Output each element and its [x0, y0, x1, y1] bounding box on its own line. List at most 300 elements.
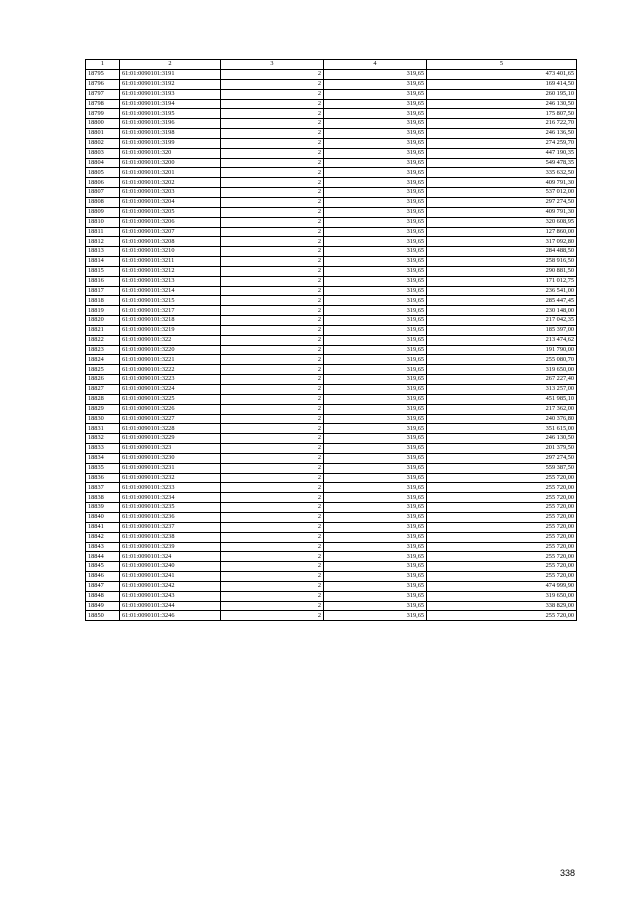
cadastral-value-table	[85, 59, 577, 621]
quantity-cell: 2	[221, 119, 324, 129]
value-cell: 451 985,10	[427, 394, 577, 404]
rate-cell: 319,65	[324, 119, 427, 129]
table-header-row	[86, 60, 577, 70]
table-row	[86, 562, 577, 572]
rate-cell: 319,65	[324, 552, 427, 562]
quantity-cell: 2	[221, 109, 324, 119]
quantity-cell: 2	[221, 70, 324, 80]
value-cell: 319 650,00	[427, 591, 577, 601]
row-number-cell: 18803	[86, 148, 120, 158]
quantity-cell: 2	[221, 483, 324, 493]
rate-cell: 319,65	[324, 365, 427, 375]
cadastral-number-cell: 61:01:0090101:3191	[120, 70, 221, 80]
table-row	[86, 611, 577, 621]
table-row	[86, 512, 577, 522]
row-number-cell: 18797	[86, 89, 120, 99]
rate-cell: 319,65	[324, 207, 427, 217]
rate-cell: 319,65	[324, 335, 427, 345]
cadastral-number-cell: 61:01:0090101:3212	[120, 266, 221, 276]
rate-cell: 319,65	[324, 404, 427, 414]
row-number-cell: 18847	[86, 581, 120, 591]
quantity-cell: 2	[221, 375, 324, 385]
quantity-cell: 2	[221, 148, 324, 158]
value-cell: 319 650,00	[427, 365, 577, 375]
row-number-cell: 18816	[86, 276, 120, 286]
value-cell: 169 414,50	[427, 79, 577, 89]
quantity-cell: 2	[221, 542, 324, 552]
cadastral-number-cell: 61:01:0090101:3201	[120, 168, 221, 178]
quantity-cell: 2	[221, 178, 324, 188]
row-number-cell: 18802	[86, 138, 120, 148]
quantity-cell: 2	[221, 227, 324, 237]
cadastral-number-cell: 61:01:0090101:3246	[120, 611, 221, 621]
table-row	[86, 237, 577, 247]
cadastral-number-cell: 61:01:0090101:3220	[120, 345, 221, 355]
value-cell: 255 720,00	[427, 572, 577, 582]
row-number-cell: 18810	[86, 217, 120, 227]
cadastral-number-cell: 61:01:0090101:3221	[120, 355, 221, 365]
rate-cell: 319,65	[324, 188, 427, 198]
table-row	[86, 345, 577, 355]
quantity-cell: 2	[221, 385, 324, 395]
value-cell: 255 720,00	[427, 562, 577, 572]
cadastral-number-cell: 61:01:0090101:3222	[120, 365, 221, 375]
value-cell: 255 720,00	[427, 503, 577, 513]
rate-cell: 319,65	[324, 79, 427, 89]
value-cell: 213 474,62	[427, 335, 577, 345]
cadastral-number-cell: 61:01:0090101:3202	[120, 178, 221, 188]
column-header-4: 4	[324, 60, 427, 70]
quantity-cell: 2	[221, 306, 324, 316]
table-row	[86, 532, 577, 542]
quantity-cell: 2	[221, 247, 324, 257]
table-body	[86, 70, 577, 621]
cadastral-number-cell: 61:01:0090101:3203	[120, 188, 221, 198]
rate-cell: 319,65	[324, 463, 427, 473]
value-cell: 255 720,00	[427, 611, 577, 621]
table-row	[86, 188, 577, 198]
quantity-cell: 2	[221, 217, 324, 227]
cadastral-number-cell: 61:01:0090101:3229	[120, 434, 221, 444]
rate-cell: 319,65	[324, 99, 427, 109]
rate-cell: 319,65	[324, 581, 427, 591]
cadastral-number-cell: 61:01:0090101:3241	[120, 572, 221, 582]
quantity-cell: 2	[221, 345, 324, 355]
row-number-cell: 18824	[86, 355, 120, 365]
value-cell: 185 397,00	[427, 325, 577, 335]
table-row	[86, 138, 577, 148]
table-row	[86, 355, 577, 365]
cadastral-number-cell: 61:01:0090101:3194	[120, 99, 221, 109]
quantity-cell: 2	[221, 266, 324, 276]
rate-cell: 319,65	[324, 503, 427, 513]
column-header-2: 2	[120, 60, 221, 70]
quantity-cell: 2	[221, 473, 324, 483]
rate-cell: 319,65	[324, 89, 427, 99]
table-row	[86, 266, 577, 276]
row-number-cell: 18838	[86, 493, 120, 503]
quantity-cell: 2	[221, 512, 324, 522]
value-cell: 559 387,50	[427, 463, 577, 473]
value-cell: 290 881,50	[427, 266, 577, 276]
row-number-cell: 18834	[86, 453, 120, 463]
table-row	[86, 286, 577, 296]
cadastral-number-cell: 61:01:0090101:3215	[120, 296, 221, 306]
value-cell: 217 042,35	[427, 316, 577, 326]
rate-cell: 319,65	[324, 148, 427, 158]
rate-cell: 319,65	[324, 512, 427, 522]
row-number-cell: 18820	[86, 316, 120, 326]
value-cell: 474 999,90	[427, 581, 577, 591]
table-row	[86, 483, 577, 493]
quantity-cell: 2	[221, 404, 324, 414]
rate-cell: 319,65	[324, 591, 427, 601]
row-number-cell: 18817	[86, 286, 120, 296]
table-row	[86, 70, 577, 80]
value-cell: 255 720,00	[427, 493, 577, 503]
table-row	[86, 394, 577, 404]
rate-cell: 319,65	[324, 306, 427, 316]
quantity-cell: 2	[221, 335, 324, 345]
row-number-cell: 18799	[86, 109, 120, 119]
row-number-cell: 18846	[86, 572, 120, 582]
row-number-cell: 18849	[86, 601, 120, 611]
quantity-cell: 2	[221, 99, 324, 109]
row-number-cell: 18845	[86, 562, 120, 572]
table-row	[86, 247, 577, 257]
page-number: 338	[560, 868, 576, 878]
cadastral-number-cell: 61:01:0090101:3238	[120, 532, 221, 542]
row-number-cell: 18850	[86, 611, 120, 621]
table-row	[86, 375, 577, 385]
row-number-cell: 18830	[86, 414, 120, 424]
table-row	[86, 178, 577, 188]
table-row	[86, 325, 577, 335]
row-number-cell: 18844	[86, 552, 120, 562]
cadastral-number-cell: 61:01:0090101:3204	[120, 197, 221, 207]
table-row	[86, 572, 577, 582]
quantity-cell: 2	[221, 355, 324, 365]
rate-cell: 319,65	[324, 217, 427, 227]
quantity-cell: 2	[221, 197, 324, 207]
value-cell: 255 720,00	[427, 512, 577, 522]
table-row	[86, 129, 577, 139]
column-header-3: 3	[221, 60, 324, 70]
row-number-cell: 18814	[86, 257, 120, 267]
rate-cell: 319,65	[324, 601, 427, 611]
table-row	[86, 109, 577, 119]
cadastral-number-cell: 61:01:0090101:3199	[120, 138, 221, 148]
quantity-cell: 2	[221, 89, 324, 99]
quantity-cell: 2	[221, 444, 324, 454]
cadastral-number-cell: 61:01:0090101:3200	[120, 158, 221, 168]
value-cell: 255 720,00	[427, 542, 577, 552]
table-row	[86, 444, 577, 454]
table-row	[86, 404, 577, 414]
value-cell: 230 148,00	[427, 306, 577, 316]
table-row	[86, 168, 577, 178]
table-row	[86, 197, 577, 207]
value-cell: 201 379,50	[427, 444, 577, 454]
value-cell: 274 259,70	[427, 138, 577, 148]
row-number-cell: 18841	[86, 522, 120, 532]
table-row	[86, 434, 577, 444]
row-number-cell: 18805	[86, 168, 120, 178]
row-number-cell: 18821	[86, 325, 120, 335]
quantity-cell: 2	[221, 325, 324, 335]
row-number-cell: 18840	[86, 512, 120, 522]
quantity-cell: 2	[221, 522, 324, 532]
cadastral-number-cell: 61:01:0090101:3230	[120, 453, 221, 463]
value-cell: 537 012,00	[427, 188, 577, 198]
table-row	[86, 276, 577, 286]
table-row	[86, 79, 577, 89]
value-cell: 549 478,35	[427, 158, 577, 168]
table-row	[86, 591, 577, 601]
cadastral-number-cell: 61:01:0090101:3225	[120, 394, 221, 404]
table-row	[86, 473, 577, 483]
row-number-cell: 18837	[86, 483, 120, 493]
table-row	[86, 99, 577, 109]
cadastral-number-cell: 61:01:0090101:3236	[120, 512, 221, 522]
value-cell: 255 720,00	[427, 532, 577, 542]
quantity-cell: 2	[221, 79, 324, 89]
value-cell: 240 376,80	[427, 414, 577, 424]
table-row	[86, 581, 577, 591]
value-cell: 127 860,00	[427, 227, 577, 237]
quantity-cell: 2	[221, 138, 324, 148]
rate-cell: 319,65	[324, 375, 427, 385]
value-cell: 255 720,00	[427, 473, 577, 483]
rate-cell: 319,65	[324, 138, 427, 148]
quantity-cell: 2	[221, 158, 324, 168]
row-number-cell: 18796	[86, 79, 120, 89]
rate-cell: 319,65	[324, 247, 427, 257]
cadastral-number-cell: 61:01:0090101:3231	[120, 463, 221, 473]
row-number-cell: 18831	[86, 424, 120, 434]
rate-cell: 319,65	[324, 257, 427, 267]
value-cell: 320 608,95	[427, 217, 577, 227]
quantity-cell: 2	[221, 237, 324, 247]
row-number-cell: 18819	[86, 306, 120, 316]
rate-cell: 319,65	[324, 414, 427, 424]
cadastral-number-cell: 61:01:0090101:3217	[120, 306, 221, 316]
value-cell: 317 092,80	[427, 237, 577, 247]
cadastral-number-cell: 61:01:0090101:3219	[120, 325, 221, 335]
row-number-cell: 18807	[86, 188, 120, 198]
value-cell: 351 615,00	[427, 424, 577, 434]
rate-cell: 319,65	[324, 483, 427, 493]
table-row	[86, 542, 577, 552]
cadastral-number-cell: 61:01:0090101:3244	[120, 601, 221, 611]
cadastral-number-cell: 61:01:0090101:3232	[120, 473, 221, 483]
cadastral-number-cell: 61:01:0090101:3234	[120, 493, 221, 503]
cadastral-number-cell: 61:01:0090101:3196	[120, 119, 221, 129]
cadastral-number-cell: 61:01:0090101:3226	[120, 404, 221, 414]
table-row	[86, 296, 577, 306]
quantity-cell: 2	[221, 434, 324, 444]
quantity-cell: 2	[221, 188, 324, 198]
value-cell: 313 257,00	[427, 385, 577, 395]
value-cell: 260 195,10	[427, 89, 577, 99]
value-cell: 335 632,50	[427, 168, 577, 178]
rate-cell: 319,65	[324, 611, 427, 621]
cadastral-number-cell: 61:01:0090101:3206	[120, 217, 221, 227]
cadastral-number-cell: 61:01:0090101:3233	[120, 483, 221, 493]
quantity-cell: 2	[221, 394, 324, 404]
value-cell: 171 012,75	[427, 276, 577, 286]
table-row	[86, 424, 577, 434]
quantity-cell: 2	[221, 493, 324, 503]
rate-cell: 319,65	[324, 325, 427, 335]
row-number-cell: 18835	[86, 463, 120, 473]
cadastral-number-cell: 61:01:0090101:3218	[120, 316, 221, 326]
value-cell: 255 720,00	[427, 552, 577, 562]
quantity-cell: 2	[221, 276, 324, 286]
row-number-cell: 18813	[86, 247, 120, 257]
cadastral-number-cell: 61:01:0090101:3205	[120, 207, 221, 217]
table-row	[86, 257, 577, 267]
quantity-cell: 2	[221, 257, 324, 267]
quantity-cell: 2	[221, 503, 324, 513]
table-row	[86, 493, 577, 503]
table-row	[86, 453, 577, 463]
cadastral-number-cell: 61:01:0090101:3235	[120, 503, 221, 513]
table-row	[86, 365, 577, 375]
row-number-cell: 18836	[86, 473, 120, 483]
rate-cell: 319,65	[324, 276, 427, 286]
table-row	[86, 601, 577, 611]
rate-cell: 319,65	[324, 394, 427, 404]
cadastral-number-cell: 61:01:0090101:3211	[120, 257, 221, 267]
value-cell: 236 541,00	[427, 286, 577, 296]
rate-cell: 319,65	[324, 385, 427, 395]
rate-cell: 319,65	[324, 532, 427, 542]
rate-cell: 319,65	[324, 522, 427, 532]
cadastral-number-cell: 61:01:0090101:3207	[120, 227, 221, 237]
rate-cell: 319,65	[324, 424, 427, 434]
cadastral-number-cell: 61:01:0090101:3193	[120, 89, 221, 99]
row-number-cell: 18833	[86, 444, 120, 454]
cadastral-number-cell: 61:01:0090101:3239	[120, 542, 221, 552]
rate-cell: 319,65	[324, 562, 427, 572]
table-row	[86, 89, 577, 99]
quantity-cell: 2	[221, 463, 324, 473]
cadastral-number-cell: 61:01:0090101:3243	[120, 591, 221, 601]
row-number-cell: 18823	[86, 345, 120, 355]
table-row	[86, 335, 577, 345]
quantity-cell: 2	[221, 591, 324, 601]
rate-cell: 319,65	[324, 296, 427, 306]
quantity-cell: 2	[221, 129, 324, 139]
value-cell: 473 401,65	[427, 70, 577, 80]
table-row	[86, 503, 577, 513]
rate-cell: 319,65	[324, 237, 427, 247]
quantity-cell: 2	[221, 414, 324, 424]
value-cell: 267 227,40	[427, 375, 577, 385]
table-row	[86, 522, 577, 532]
table-row	[86, 207, 577, 217]
cadastral-number-cell: 61:01:0090101:3223	[120, 375, 221, 385]
row-number-cell: 18812	[86, 237, 120, 247]
row-number-cell: 18842	[86, 532, 120, 542]
cadastral-number-cell: 61:01:0090101:3237	[120, 522, 221, 532]
value-cell: 447 190,35	[427, 148, 577, 158]
row-number-cell: 18827	[86, 385, 120, 395]
quantity-cell: 2	[221, 611, 324, 621]
row-number-cell: 18809	[86, 207, 120, 217]
rate-cell: 319,65	[324, 129, 427, 139]
value-cell: 297 274,50	[427, 197, 577, 207]
quantity-cell: 2	[221, 207, 324, 217]
quantity-cell: 2	[221, 601, 324, 611]
quantity-cell: 2	[221, 562, 324, 572]
row-number-cell: 18822	[86, 335, 120, 345]
row-number-cell: 18811	[86, 227, 120, 237]
value-cell: 255 720,00	[427, 483, 577, 493]
cadastral-number-cell: 61:01:0090101:324	[120, 552, 221, 562]
table-row	[86, 306, 577, 316]
table-row	[86, 227, 577, 237]
cadastral-number-cell: 61:01:0090101:3192	[120, 79, 221, 89]
rate-cell: 319,65	[324, 70, 427, 80]
value-cell: 285 447,45	[427, 296, 577, 306]
rate-cell: 319,65	[324, 444, 427, 454]
row-number-cell: 18806	[86, 178, 120, 188]
value-cell: 409 791,30	[427, 207, 577, 217]
value-cell: 284 488,50	[427, 247, 577, 257]
value-cell: 175 807,50	[427, 109, 577, 119]
rate-cell: 319,65	[324, 473, 427, 483]
row-number-cell: 18801	[86, 129, 120, 139]
value-cell: 246 136,50	[427, 129, 577, 139]
value-cell: 338 829,00	[427, 601, 577, 611]
table-row	[86, 316, 577, 326]
value-cell: 255 080,70	[427, 355, 577, 365]
rate-cell: 319,65	[324, 178, 427, 188]
cadastral-number-cell: 61:01:0090101:323	[120, 444, 221, 454]
cadastral-number-cell: 61:01:0090101:3208	[120, 237, 221, 247]
cadastral-number-cell: 61:01:0090101:3240	[120, 562, 221, 572]
row-number-cell: 18829	[86, 404, 120, 414]
cadastral-number-cell: 61:01:0090101:3227	[120, 414, 221, 424]
rate-cell: 319,65	[324, 345, 427, 355]
row-number-cell: 18808	[86, 197, 120, 207]
rate-cell: 319,65	[324, 493, 427, 503]
value-cell: 216 722,70	[427, 119, 577, 129]
quantity-cell: 2	[221, 286, 324, 296]
row-number-cell: 18804	[86, 158, 120, 168]
table-row	[86, 119, 577, 129]
table-row	[86, 552, 577, 562]
table-row	[86, 463, 577, 473]
row-number-cell: 18826	[86, 375, 120, 385]
rate-cell: 319,65	[324, 109, 427, 119]
row-number-cell: 18825	[86, 365, 120, 375]
row-number-cell: 18818	[86, 296, 120, 306]
rate-cell: 319,65	[324, 227, 427, 237]
quantity-cell: 2	[221, 424, 324, 434]
cadastral-number-cell: 61:01:0090101:320	[120, 148, 221, 158]
quantity-cell: 2	[221, 365, 324, 375]
row-number-cell: 18798	[86, 99, 120, 109]
value-cell: 246 130,50	[427, 99, 577, 109]
rate-cell: 319,65	[324, 168, 427, 178]
row-number-cell: 18843	[86, 542, 120, 552]
cadastral-number-cell: 61:01:0090101:3224	[120, 385, 221, 395]
quantity-cell: 2	[221, 296, 324, 306]
cadastral-number-cell: 61:01:0090101:3198	[120, 129, 221, 139]
